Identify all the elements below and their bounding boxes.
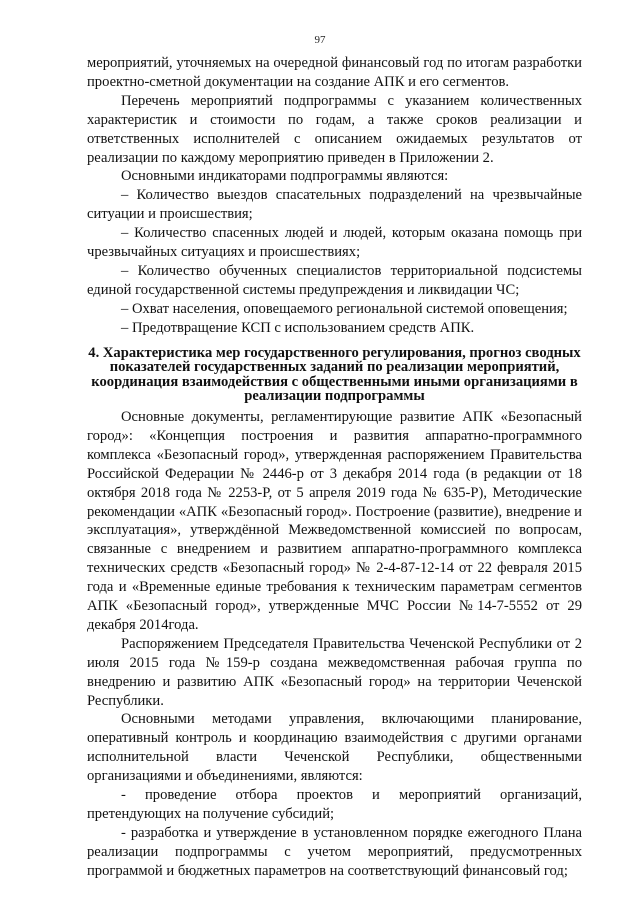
indicator-list-item: – Количество выездов спасательных подразделений на чрезвычайные ситуации и происшествия; xyxy=(87,187,582,223)
paragraph: Основными методами управления, включающими планирование, оперативный контроль и координацию взаимодействия с другими органами исполнительной власти Чеченской Республики, общественными организациями и объединениями, являются: xyxy=(87,711,582,785)
method-list-item: - проведение отбора проектов и мероприятий организаций, претендующих на получение субсидий; xyxy=(87,787,582,822)
paragraph: Распоряжением Председателя Правительства Чеченской Республики от 2 июля 2015 года №159-р создана межведомственная рабочая группа по внедрению и развитию АПК «Безопасный город» на территории Чеченской Республики. xyxy=(87,635,582,709)
paragraph: Основные документы, регламентирующие развитие АПК «Безопасный город»: «Концепция построения и развития аппаратно-программного комплекса «Безопасный город», утвержденная распоряжением Правительства Российской Федерации № 2446-р от 3 декабря 2014 года (в редакции от 18 октября 2018 года № 2253-Р, от 5 апреля 2019 года № 635-Р), Методические рекомендации «АПК «Безопасный город». Построение (развитие), внедрение и эксплуатация», утверждённой Межведомственной комиссией по вопросам, связанные с внедрением и развитием аппаратно-программного комплекса технических средств «Безопасный город» № 2-4-87-12-14 от 22 февраля 2015 года и «Временные единые требования к техническим параметрам сегментов АПК «Безопасный город», утвержденные МЧС России №14-7-5552 от 29 декабря 2014года. xyxy=(87,408,582,633)
page-number: 97 xyxy=(314,34,326,46)
indicator-list-item: – Предотвращение КСП с использованием средств АПК. xyxy=(121,319,475,336)
indicator-list-item: – Количество обученных специалистов территориальной подсистемы единой государственной системы предупреждения и ликвидации ЧС; xyxy=(87,262,582,298)
indicator-list-item: – Количество спасенных людей и людей, которым оказана помощь при чрезвычайных ситуациях и происшествиях; xyxy=(87,225,582,261)
page-content xyxy=(87,54,582,881)
paragraph: мероприятий, уточняемых на очередной финансовый год по итогам разработки проектно-сметной документации на создание АПК и его сегментов. xyxy=(87,55,582,90)
section-heading: 4. Характеристика мер государственного регулирования, прогноз сводных показателей государственных заданий по реализации мероприятий, координация взаимодействия с общественными иными организациями в реализации подпрограммы xyxy=(88,344,581,405)
paragraph: Перечень мероприятий подпрограммы с указанием количественных характеристик и стоимости по годам, а также сроков реализации и ответственных исполнителей с описанием ожидаемых результатов от реализации по каждому мероприятию приведен в Приложении 2. xyxy=(87,92,582,166)
paragraph: Основными индикаторами подпрограммы являются: xyxy=(121,168,449,185)
indicator-list-item: – Охват населения, оповещаемого региональной системой оповещения; xyxy=(121,300,568,317)
method-list-item: - разработка и утверждение в установленном порядке ежегодного Плана реализации подпрограммы с учетом мероприятий, предусмотренных программой и бюджетных параметров на соответствующий финансовый год; xyxy=(87,824,582,879)
